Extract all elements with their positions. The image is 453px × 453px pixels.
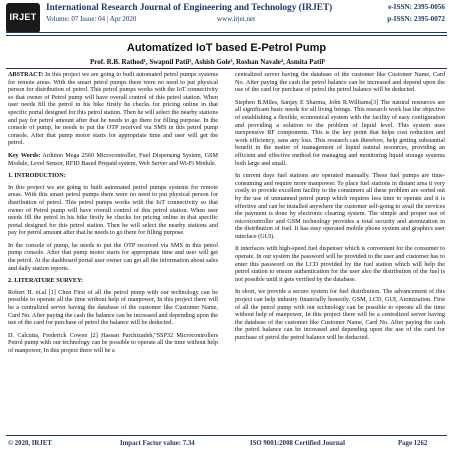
e-issn: e-ISSN: 2395-0056 [388,3,445,11]
p-issn: p-ISSN: 2395-0072 [387,15,445,23]
footer-impact-factor: Impact Factor value: 7.34 [120,440,195,447]
keywords-label: Key Words: [8,151,41,159]
introduction-paragraph-1: In this project we are going to built automated petrol pumps systems for remote areas. With this smart petrol pumps there were no need to put physical person for distribution of petrol. This petrol pumps works with the IoT connectivity so that owner of Petrol pump will have overall control of this petrol station. When user needs fill the petrol in his bike firstly he checks for pricing online in that specific portal designed for this petrol station. Then he will select the nearby stations and pay for petrol amount after that he needs to go there for filling purpose. [8,183,218,237]
authors-divider [6,68,447,69]
header-divider [6,32,447,33]
paper-authors: Prof. R.B. Rathod¹, Swapnil Patil², Ashish Gole³, Roshan Navale⁴, Asmita Patil⁵ [90,58,326,66]
keywords [8,152,218,167]
footer-iso: ISO 9001:2008 Certified Journal [250,440,345,447]
right-paragraph-2: Stephen B.Miles, Sanjay E Sharma, John R.Williams[3] The natural resources are all significant basic needs for all living beings. This research work has the objective of establishing a flexible, economical system with the facility of easy configuration and providing a solution to the problem of liquid level. This system uses inexpensive RF components. This is the key point that helps cost reduction and work efficiency, sans any loss. This research can therefore, help getting substantial benefit in the matter of management of liquid natural resources, providing an efficient and effective method for managing and monitoring liquid storage systems both large and small. [235,98,445,167]
right-paragraph-1: centralized server having the database of the customer like Customer Name, Card No. After paying the cash the petrol balance can be increased and depend upon the use of the card for purchase of petrol the petrol balance will be deducted. [235,71,445,94]
irjet-logo [6,3,40,33]
footer-divider [6,435,447,436]
journal-volume: Volume: 07 Issue: 04 | Apr 2020 [46,15,137,23]
right-paragraph-5: In short, we provide a secure system for fuel distribution. The advancement of this project can help industry financially honestly. GSM, LCD, GUI, Atomization. First of all the petrol pump with our technology can be possible to operate all the time without help of manpower, In this project there will be a centralized server having the database of the customer like Customer Name, Card No. After paying the cash the petrol balance can be increased and depending upon the use of the card for purchase of petrol the petrol balance will be deducted. [235,288,445,341]
right-column [235,71,445,433]
left-column [8,71,218,433]
abstract-text: In this project we are going to built automated petrol pumps systems for remote areas. With the smart petrol pumps there were no need to put physical person for distribution of petrol. This petrol pumps works with the IoT connectivity so that owner of Petrol pump will have overall control of this petrol station. When user needs fill the petrol in his bike firstly he checks for pricing online in that specific portal designed for this petrol station. Then he will select the nearby stations and pay for petrol amount after that he needs to go there for filling purpose. In the console of pump, he needs to put the OTP received via SMS in this petrol pump console. After that pump motor starts for appropriate time and user will get the petrol. [8,71,218,147]
literature-survey-heading: 2. LITERATURE SURVEY: [8,277,83,285]
literature-paragraph-1: Robert H. et.al [1] Chen First of all the petrol pump with our technology can be possible to operate all the time without help of manpower, In this project there will be a centralized server having the database of the customer like Customer Name, Card No. After paying the cash the balance can be increased and depending upon the use of the card for purchase of petrol the balance will be deducted. [8,288,218,327]
right-paragraph-4: It interfaces with high-speed fuel dispenser which is convenient for the consumer to operate. In our system the password will be provided to the user and customer has to enter this password on the LCD provided by the fuel station which will help the petrol station to ensure authentication for the user also the distribution of the fuel is not possible until it gets verified by the database. [235,245,445,283]
keywords-text: Arduino Mega 2560 Microcontroller, Fuel Dispensing System, GSM Module, Level Sensor, RFID Based Prepaid system, Web Server and Wi-Fi Module. [8,151,218,167]
journal-title: International Research Journal of Engineering and Technology (IRJET) [46,3,333,13]
paper-title: Automatized IoT based E-Petrol Pump [126,42,327,54]
literature-paragraph-2: D. Calcutta, Frederick Cowen [2] Hassan Parchizadeh,"SSP32 Microcontrollers Petrol pump with our technology can be possible to operate all the time without help of manpower, In this project there will be a [8,331,218,354]
introduction-heading: 1. INTRODUCTION: [8,172,66,180]
logo-text: IRJET [9,12,37,22]
footer-copyright: © 2020, IRJET [8,440,52,447]
header-divider-dots [6,35,447,36]
journal-url[interactable]: www.irjet.net [217,15,256,23]
right-paragraph-3: In current days fuel stations are operated manually. These fuel pumps are time- consuming and require more manpower. To place fuel stations in distant area it very costly to provide excellent facility to the consumers all these problem are sorted out by the use of unmanned petrol pump which requires less time to operate and it is effective and can be installed anywhere the customer self-going to avail the services the payment is done by electronic clearing system. The simple and proper use of microcontroller and GSM technology provides a total security and atomization in the distribution of fuel. It has easy operated mobile phone system and graphics user interface (GUI). [235,172,445,240]
abstract [8,71,218,147]
abstract-label: ABSTRACT: [8,71,44,78]
footer-page-number: Page 1262 [398,440,428,447]
introduction-paragraph-2: In the console of pump, he needs to put the OTP received via SMS in this petrol pump console. After that pump motor starts for appropriate time and user will get the petrol. At the dashboard portal user owner can get all the information about sales and daily station reports. [8,241,218,272]
